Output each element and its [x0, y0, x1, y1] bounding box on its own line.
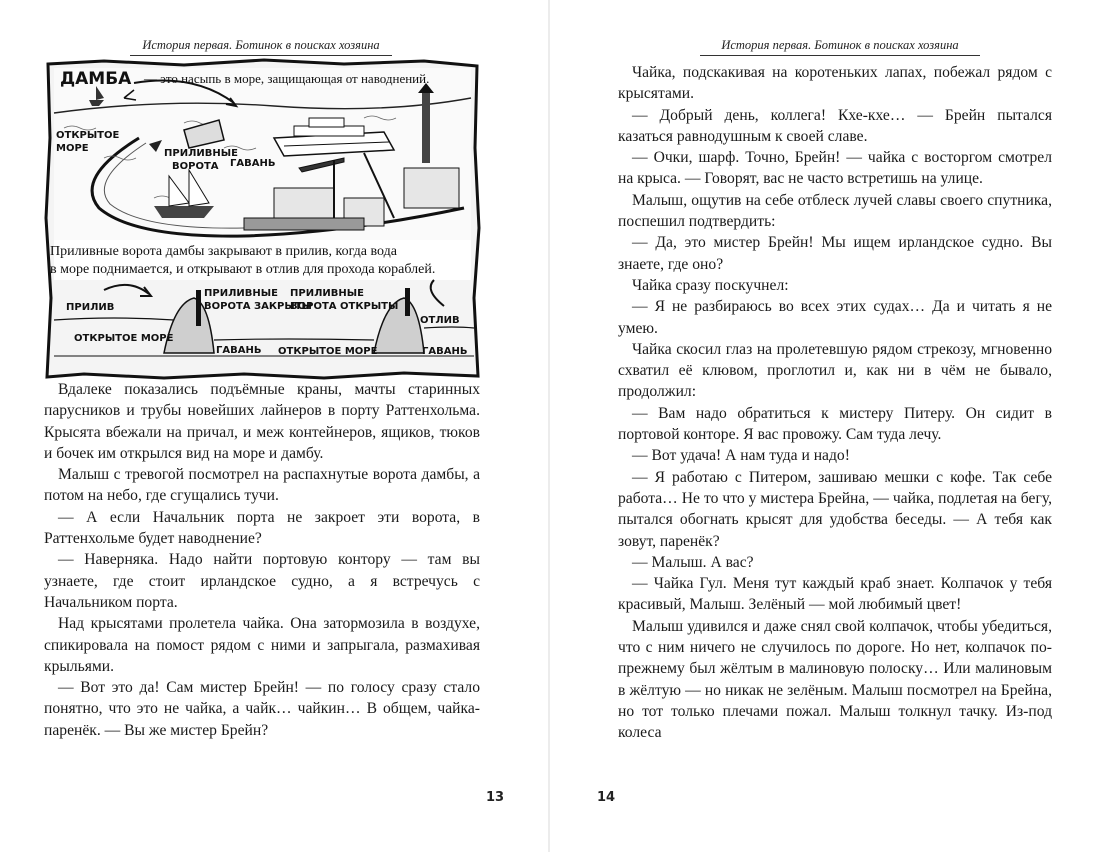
paragraph: — Вот это да! Сам мистер Брейн! — по голосу сразу стало понятно, что это не чайка, а чайк… чайкин… В общем, чайка-паренёк. — Вы же мистер Брейн? — [44, 679, 480, 739]
dam-caption-1: Приливные ворота дамбы закрывают в прилив, когда вода — [50, 244, 397, 259]
paragraph: — Вот удача! А нам туда и надо! — [632, 447, 850, 465]
paragraph: Малыш удивился и даже снял свой колпачок, чтобы убедиться, что с ним ничего не случилось по дороге. Но нет, колпачок по-прежнему был жёлтым в малиновую полоску… Или малиновым в жёлтую — но никак не зелёным. Малыш посмотрел на Брейна, но тот только плечами пожал. Малыш толкнул тачку. Из-под колеса — [618, 617, 1052, 742]
paragraph: — Вам надо обратиться к мистеру Питеру. Он сидит в портовой конторе. Я вас провожу. Сам туда лечу. — [618, 404, 1052, 444]
dam-definition: — это насыпь в море, защищающая от наводнений. — [144, 71, 430, 86]
label-harbor-bottom-left: ГАВАНЬ — [216, 345, 262, 356]
paragraph: — Очки, шарф. Точно, Брейн! — чайка с восторгом смотрел на крыса. — Говорят, вас не часто встретишь на улице. — [618, 149, 1052, 188]
label-harbor-bottom-right: ГАВАНЬ — [422, 346, 468, 357]
label-open-sea-bottom-right: ОТКРЫТОЕ МОРЕ — [278, 346, 378, 357]
label-gates-open-1: ПРИЛИВНЫЕ — [290, 288, 364, 299]
paragraph: — Чайка Гул. Меня тут каждый краб знает. Колпачок у тебя красивый, Малыш. Зелёный — мой любимый цвет! — [618, 575, 1052, 614]
dam-title: ДАМБА — [60, 69, 132, 89]
paragraph: Чайка, подскакивая на коротеньких лапах, побежал рядом с крысятами. — [618, 64, 1052, 103]
paragraph: — Добрый день, коллега! Кхе-кхе… — Брейн пытался казаться равнодушным к своей славе. — [618, 106, 1052, 145]
label-gates-closed-1: ПРИЛИВНЫЕ — [204, 288, 278, 299]
label-tide-out: ОТЛИВ — [420, 315, 460, 326]
label-open-sea-1: ОТКРЫТОЕ — [56, 130, 120, 141]
paragraph: — Я работаю с Питером, зашиваю мешки с кофе. Так себе работа… Не то что у мистера Брейна, — чайка, подлетая на бегу, пытался обогнать крысят для удобства беседы. — А тебя как зовут, паренёк? — [618, 468, 1052, 550]
left-running-head: История первая. Ботинок в поисках хозяина — [130, 38, 392, 56]
paragraph: Вдалеке показались подъёмные краны, мачты старинных парусников и трубы новейших лайнеров в порту Раттенхольма. Крысята вбежали на причал, и меж контейнеров, ящиков, тюков и бочек им открылся вид на море и дамбу. — [44, 381, 480, 462]
paragraph: Чайка сразу поскучнел: — [632, 276, 789, 294]
label-tide-in: ПРИЛИВ — [66, 302, 115, 313]
label-gates-open-2: ВОРОТА ОТКРЫТЫ — [290, 301, 399, 312]
paragraph: — Я не разбираюсь во всех этих судах… Да и читать я не умею. — [618, 298, 1052, 337]
label-open-sea-2: МОРЕ — [56, 143, 89, 154]
right-page-text — [618, 62, 1052, 744]
paragraph: Чайка скосил глаз на пролетевшую рядом стрекозу, мгновенно схватил её клювом, проглотил и, как ни в чём не бывало, продолжил: — [618, 340, 1052, 401]
paragraph: — Наверняка. Надо найти портовую контору — там вы узнаете, где стоит ирландское судно, а я встречусь с Начальником порта. — [44, 551, 480, 611]
paragraph: — А если Начальник порта не закроет эти ворота, в Раттенхольме будет наводнение? — [44, 508, 480, 548]
paragraph: Над крысятами пролетела чайка. Она затормозила в воздухе, спикировала на помост рядом с ними и запрыгала, размахивая крыльями. — [44, 615, 480, 675]
dam-caption-2: в море поднимается, и открывают в отлив для прохода кораблей. — [50, 262, 436, 277]
label-gates-closed-2: ВОРОТА ЗАКРЫТЫ — [204, 301, 312, 312]
paragraph: Малыш с тревогой посмотрел на распахнутые ворота дамбы, а потом на небо, где сгущались тучи. — [44, 466, 480, 505]
paragraph: — Малыш. А вас? — [632, 553, 754, 571]
paragraph: Малыш, ощутив на себе отблеск лучей славы своего спутника, поспешил подтвердить: — [618, 191, 1052, 231]
label-harbor-top: ГАВАНЬ — [230, 158, 276, 169]
label-tidal-gates-2: ВОРОТА — [172, 161, 219, 172]
label-tidal-gates-1: ПРИЛИВНЫЕ — [164, 148, 238, 159]
right-running-head: История первая. Ботинок в поисках хозяина — [700, 38, 980, 56]
page-number-right: 14 — [597, 790, 616, 805]
page-number-left: 13 — [486, 790, 505, 805]
label-open-sea-bottom-left: ОТКРЫТОЕ МОРЕ — [74, 333, 174, 344]
paragraph: — Да, это мистер Брейн! Мы ищем ирландское судно. Вы знаете, где оно? — [618, 234, 1052, 273]
